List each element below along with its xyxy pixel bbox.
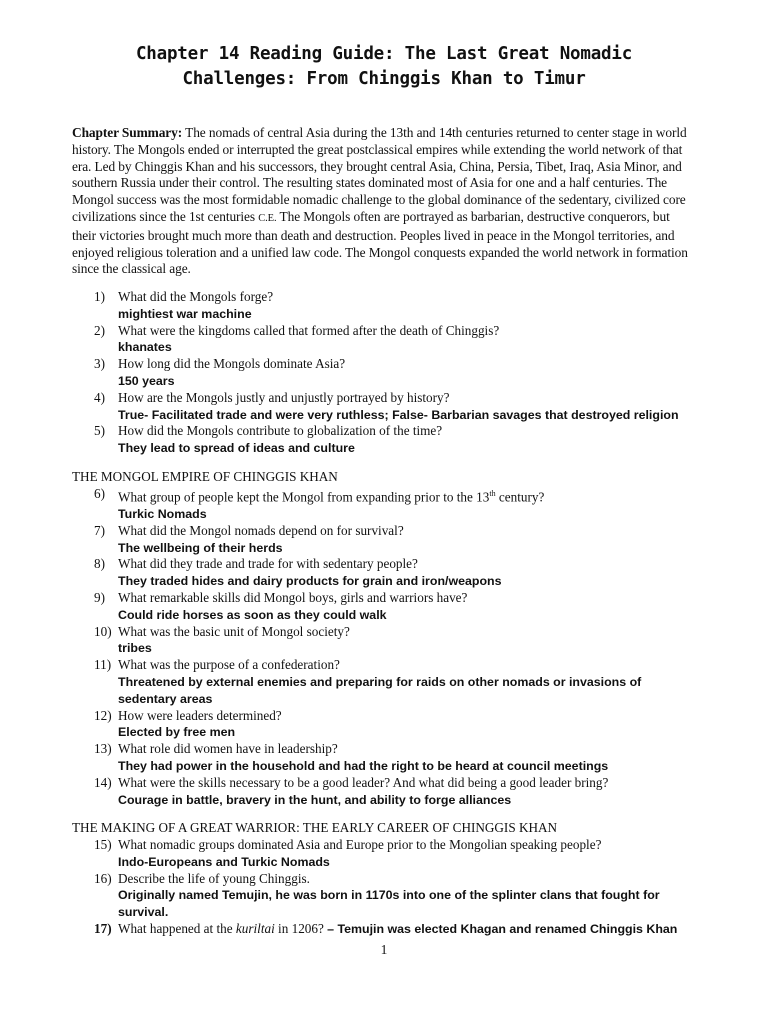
question-item xyxy=(72,323,702,357)
question-number: 14) xyxy=(94,774,112,790)
question-number: 8) xyxy=(94,556,105,572)
question-text: How were leaders determined? xyxy=(118,707,282,723)
answer-text: They had power in the household and had the right to be heard at council meetings xyxy=(118,758,609,773)
answer-text: The wellbeing of their herds xyxy=(118,540,283,555)
question-item xyxy=(72,486,702,523)
summary-ce: C.E. xyxy=(258,212,277,224)
answer-text: khanates xyxy=(118,340,172,355)
answer-text: tribes xyxy=(118,641,152,656)
question-item xyxy=(72,657,702,707)
question-text: What group of people kept the Mongol from expanding prior to the 13th century? xyxy=(118,488,545,505)
question-item xyxy=(72,708,702,742)
question-text: Describe the life of young Chinggis. xyxy=(118,870,310,886)
question-item xyxy=(72,556,702,590)
question-number: 15) xyxy=(94,837,112,853)
section-heading-early-career: THE MAKING OF A GREAT WARRIOR: THE EARLY CAREER OF CHINGGIS KHAN xyxy=(72,820,558,836)
question-number: 12) xyxy=(94,707,112,723)
question-item xyxy=(72,289,702,323)
question-item xyxy=(72,423,702,457)
question-number: 9) xyxy=(94,589,105,605)
summary-text-2: The Mongols often are portrayed as barbarian, destructive conquerors, but their victories brought much more than death and destruction. Peoples lived in peace in the Mongol territories, and enjoyed religious toleration and a unified law code. The Mongol conquests expanded the world network in formation since the classical age. xyxy=(72,208,688,277)
question-item xyxy=(72,741,702,775)
question-number: 7) xyxy=(94,522,105,538)
section-heading-mongol-empire: THE MONGOL EMPIRE OF CHINGGIS KHAN xyxy=(72,468,338,484)
question-item xyxy=(72,837,702,871)
answer-text: Indo-Europeans and Turkic Nomads xyxy=(118,854,330,869)
question-text: What nomadic groups dominated Asia and Europe prior to the Mongolian speaking people? xyxy=(118,837,602,853)
question-text: What did the Mongol nomads depend on for survival? xyxy=(118,522,404,538)
question-item xyxy=(72,624,702,658)
question-text: What role did women have in leadership? xyxy=(118,741,338,757)
question-text: What were the skills necessary to be a good leader? And what did being a good leader bring? xyxy=(118,774,609,790)
chapter-summary xyxy=(72,125,694,278)
question-text: What remarkable skills did Mongol boys, girls and warriors have? xyxy=(118,589,468,605)
question-number: 16) xyxy=(94,870,112,886)
question-number: 4) xyxy=(94,389,105,405)
question-number: 1) xyxy=(94,289,105,304)
answer-text: They traded hides and dairy products for grain and iron/weapons xyxy=(118,574,502,589)
question-number: 13) xyxy=(94,741,112,757)
answer-text: mightiest war machine xyxy=(118,306,252,321)
answer-text: True- Facilitated trade and were very ruthless; False- Barbarian savages that destroyed religion xyxy=(118,407,679,422)
section1-questions xyxy=(72,523,702,809)
answer-text: Courage in battle, bravery in the hunt, and ability to forge alliances xyxy=(118,792,512,807)
summary-text-1: The nomads of central Asia during the 13th and 14th centuries returned to center stage in world history. The Mongols ended or interrupted the great postclassical empires while extending the world network of that era. Led by Chinggis Khan and his successors, they brought central Asia, China, Persia, Tibet, Iraq, Asia Minor, and southern Russia under their control. The resulting states dominated most of Asia for one and a half centuries. The Mongol success was the most formidable nomadic challenge to the global dominance of the sedentary, civilized core civilizations since the 1st centuries xyxy=(72,125,687,224)
question-list xyxy=(72,289,702,938)
question-text: How are the Mongols justly and unjustly portrayed by history? xyxy=(118,389,450,405)
question-item xyxy=(72,871,702,921)
answer-text: Threatened by external enemies and preparing for raids on other nomads or invasions of sedentary areas xyxy=(118,674,642,706)
question-text: What did they trade and trade for with sedentary people? xyxy=(118,556,418,572)
intro-questions xyxy=(72,289,702,457)
answer-text: Originally named Temujin, he was born in 1170s into one of the splinter clans that fought for survival. xyxy=(118,888,660,920)
question-number: 6) xyxy=(94,485,105,501)
question-number: 2) xyxy=(94,322,105,338)
title-line-1: Chapter 14 Reading Guide: The Last Great Nomadic xyxy=(135,44,633,64)
question-item xyxy=(72,775,702,809)
question-text: What did the Mongols forge? xyxy=(118,289,274,304)
document-title xyxy=(60,42,708,92)
answer-text: – Temujin was elected Khagan and renamed Chinggis Khan xyxy=(327,922,678,937)
page-number: 1 xyxy=(380,942,388,957)
question-item xyxy=(72,390,702,424)
question-item xyxy=(72,921,702,938)
question-text: What happened at the kuriltai in 1206? – Temujin was elected Khagan and renamed Chinggis Khan xyxy=(118,921,678,937)
question-item xyxy=(72,523,702,557)
question-item xyxy=(72,356,702,390)
question-number: 5) xyxy=(94,423,105,439)
question-text: What was the purpose of a confederation? xyxy=(118,657,340,673)
title-line-2: Challenges: From Chinggis Khan to Timur xyxy=(182,69,586,89)
answer-text: Could ride horses as soon as they could walk xyxy=(118,607,387,622)
question-text: What was the basic unit of Mongol society? xyxy=(118,623,350,639)
question-item xyxy=(72,590,702,624)
question-text: How long did the Mongols dominate Asia? xyxy=(118,356,346,372)
question-number: 17) xyxy=(94,921,112,937)
section2-questions xyxy=(72,837,702,921)
summary-label: Chapter Summary: xyxy=(72,125,183,140)
question-text: What were the kingdoms called that formed after the death of Chinggis? xyxy=(118,322,500,338)
answer-text: Turkic Nomads xyxy=(118,506,207,521)
answer-text: Elected by free men xyxy=(118,725,236,740)
answer-text: They lead to spread of ideas and culture xyxy=(118,441,355,456)
question-number: 10) xyxy=(94,623,112,639)
answer-text: 150 years xyxy=(118,373,175,388)
question-number: 3) xyxy=(94,356,105,372)
question-number: 11) xyxy=(94,657,112,673)
question-text: How did the Mongols contribute to globalization of the time? xyxy=(118,423,443,439)
